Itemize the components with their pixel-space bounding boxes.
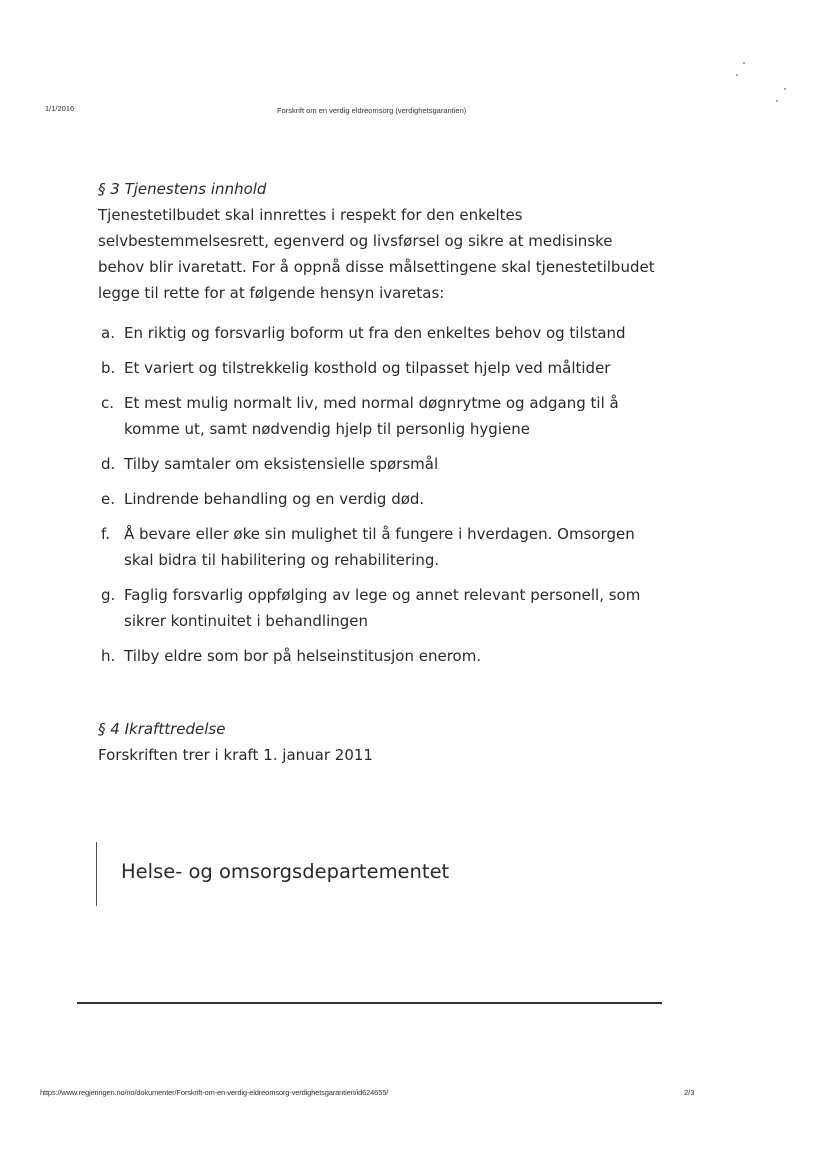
footer-url[interactable]: https://www.regjeringen.no/no/dokumenter/Forskrift-om-en-verdig-eldreomsorg-verdighetsgarantien/id624655/ bbox=[40, 1088, 389, 1097]
list-marker: d. bbox=[101, 455, 116, 473]
section-3 bbox=[98, 176, 658, 306]
section-3-intro: Tjenestetilbudet skal innrettes i respekt for den enkeltes selvbestemmelsesrett, egenverd og livsførsel og sikre at medisinske behov blir ivaretatt. For å oppnå disse målsettingene skal tjenestetilbudet legge til rette for at følgende hensyn ivaretas: bbox=[98, 206, 655, 302]
section-4-text: Forskriften trer i kraft 1. januar 2011 bbox=[98, 746, 373, 764]
list-item bbox=[101, 486, 661, 512]
header-title: Forskrift om en verdig eldreomsorg (verdighetsgarantien) bbox=[277, 106, 467, 115]
list-item-text: Et variert og tilstrekkelig kosthold og tilpasset hjelp ved måltider bbox=[124, 359, 611, 377]
list-item-text: Tilby eldre som bor på helseinstitusjon enerom. bbox=[124, 647, 482, 665]
list-item-text: En riktig og forsvarlig boform ut fra den enkeltes behov og tilstand bbox=[124, 324, 626, 342]
list-marker: b. bbox=[101, 359, 116, 377]
horizontal-rule bbox=[77, 1002, 662, 1004]
list-marker: e. bbox=[101, 490, 115, 508]
section-4-title: § 4 Ikrafttredelse bbox=[98, 720, 226, 738]
list-item-text: Tilby samtaler om eksistensielle spørsmål bbox=[124, 455, 439, 473]
list-item bbox=[101, 355, 661, 381]
department-name: Helse- og omsorgsdepartementet bbox=[121, 860, 450, 883]
list-item-text: Faglig forsvarlig oppfølging av lege og annet relevant personell, som sikrer kontinuitet i behandlingen bbox=[124, 586, 641, 630]
list-marker: g. bbox=[101, 586, 116, 604]
list-item bbox=[101, 521, 661, 573]
scan-speck bbox=[776, 100, 778, 102]
list-item-text: Å bevare eller øke sin mulighet til å fungere i hverdagen. Omsorgen skal bidra til habilitering og rehabilitering. bbox=[124, 525, 635, 569]
list-item bbox=[101, 643, 661, 669]
scan-speck bbox=[743, 62, 745, 64]
list-marker: f. bbox=[101, 525, 110, 543]
footer-page-number: 2/3 bbox=[684, 1088, 695, 1097]
list-marker: a. bbox=[101, 324, 115, 342]
list-marker: c. bbox=[101, 394, 115, 412]
section-3-title: § 3 Tjenestens innhold bbox=[98, 180, 267, 198]
list-item-text: Lindrende behandling og en verdig død. bbox=[124, 490, 425, 508]
scan-speck bbox=[736, 74, 738, 76]
list-marker: h. bbox=[101, 647, 116, 665]
scan-speck bbox=[784, 88, 786, 90]
list-item-text: Et mest mulig normalt liv, med normal døgnrytme og adgang til å komme ut, samt nødvendig hjelp til personlig hygiene bbox=[124, 394, 619, 438]
requirements-list bbox=[101, 320, 661, 678]
department-bar bbox=[96, 842, 97, 906]
list-item bbox=[101, 582, 661, 634]
list-item bbox=[101, 320, 661, 346]
list-item bbox=[101, 451, 661, 477]
list-item bbox=[101, 390, 661, 442]
header-date: 1/1/2016 bbox=[45, 104, 75, 113]
section-4 bbox=[98, 716, 658, 768]
